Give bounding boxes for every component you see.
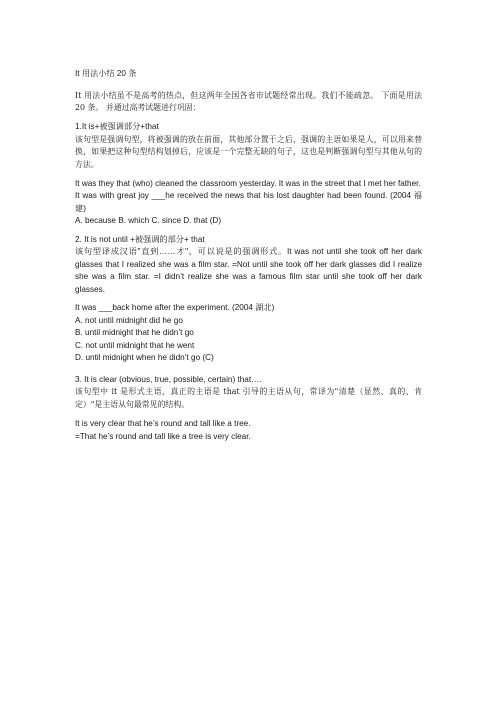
section-3-heading: 3. It is clear (obvious, true, possible, certain) that….	[75, 374, 262, 384]
section-2-heading: 2. It is not until +被强调的部分+ that	[75, 234, 205, 244]
section-3-example-2: =That he’s round and tall like a tree is very clear.	[75, 431, 251, 441]
section-2-option-b: B. until midnight that he didn’t go	[75, 328, 194, 338]
section-1-options: A. because B. which C. since D. that (D)	[75, 216, 222, 226]
section-2-option-a: A. not until midnight did he go	[75, 315, 183, 325]
document-title: It 用法小结 20 条	[75, 69, 137, 78]
section-3-example-1: It is very clear that he’s round and tall like a tree.	[75, 419, 251, 429]
section-3-description: 该句型中 it 是形式主语，真正的主语是 that 引导的主语从句，常译为"清楚（显然、真的、肯定）"是主语从句最常见的结构。	[75, 387, 422, 410]
section-2-option-d: D. until midnight when he didn’t go (C)	[75, 353, 214, 363]
document-body	[75, 68, 422, 443]
section-1-heading: 1.It is+被强调部分+that	[75, 122, 159, 132]
section-1-description: 该句型是强调句型，将被强调的放在前面，其他部分置于之后，强调的主语如果是人，可以用来替换，如果把这种句型结构划掉后，应该是一个完整无缺的句子，这也是判断强调句型与其他从句的方法。	[75, 134, 422, 170]
section-2-description: 该句型译成汉语"直到……才"，可以说是的强调形式。It was not until she took off her dark glasses that I realized she was a film star. =Not until she took off her dark glasses did I realize she was a film star. =I didn’t realize she was a famous film star until she took off her dark glasses.	[75, 247, 422, 294]
section-2-question: It was ___back home after the experiment. (2004 湖北)	[75, 303, 275, 313]
intro-paragraph: It 用法小结虽不是高考的热点，但这两年全国各省市试题经常出现。我们不能疏忽。 下面是用法 20 条。 并通过高考试题进行巩固：	[75, 90, 422, 113]
section-1-question: It was with great joy ___he received the news that his lost daughter had been found. (2004 福建)	[75, 191, 422, 213]
section-1-example: It was they that (who) cleaned the classroom yesterday. It was in the street that I met her father.	[75, 178, 421, 188]
section-2-option-c: C. not until midnight that he went	[75, 340, 195, 350]
